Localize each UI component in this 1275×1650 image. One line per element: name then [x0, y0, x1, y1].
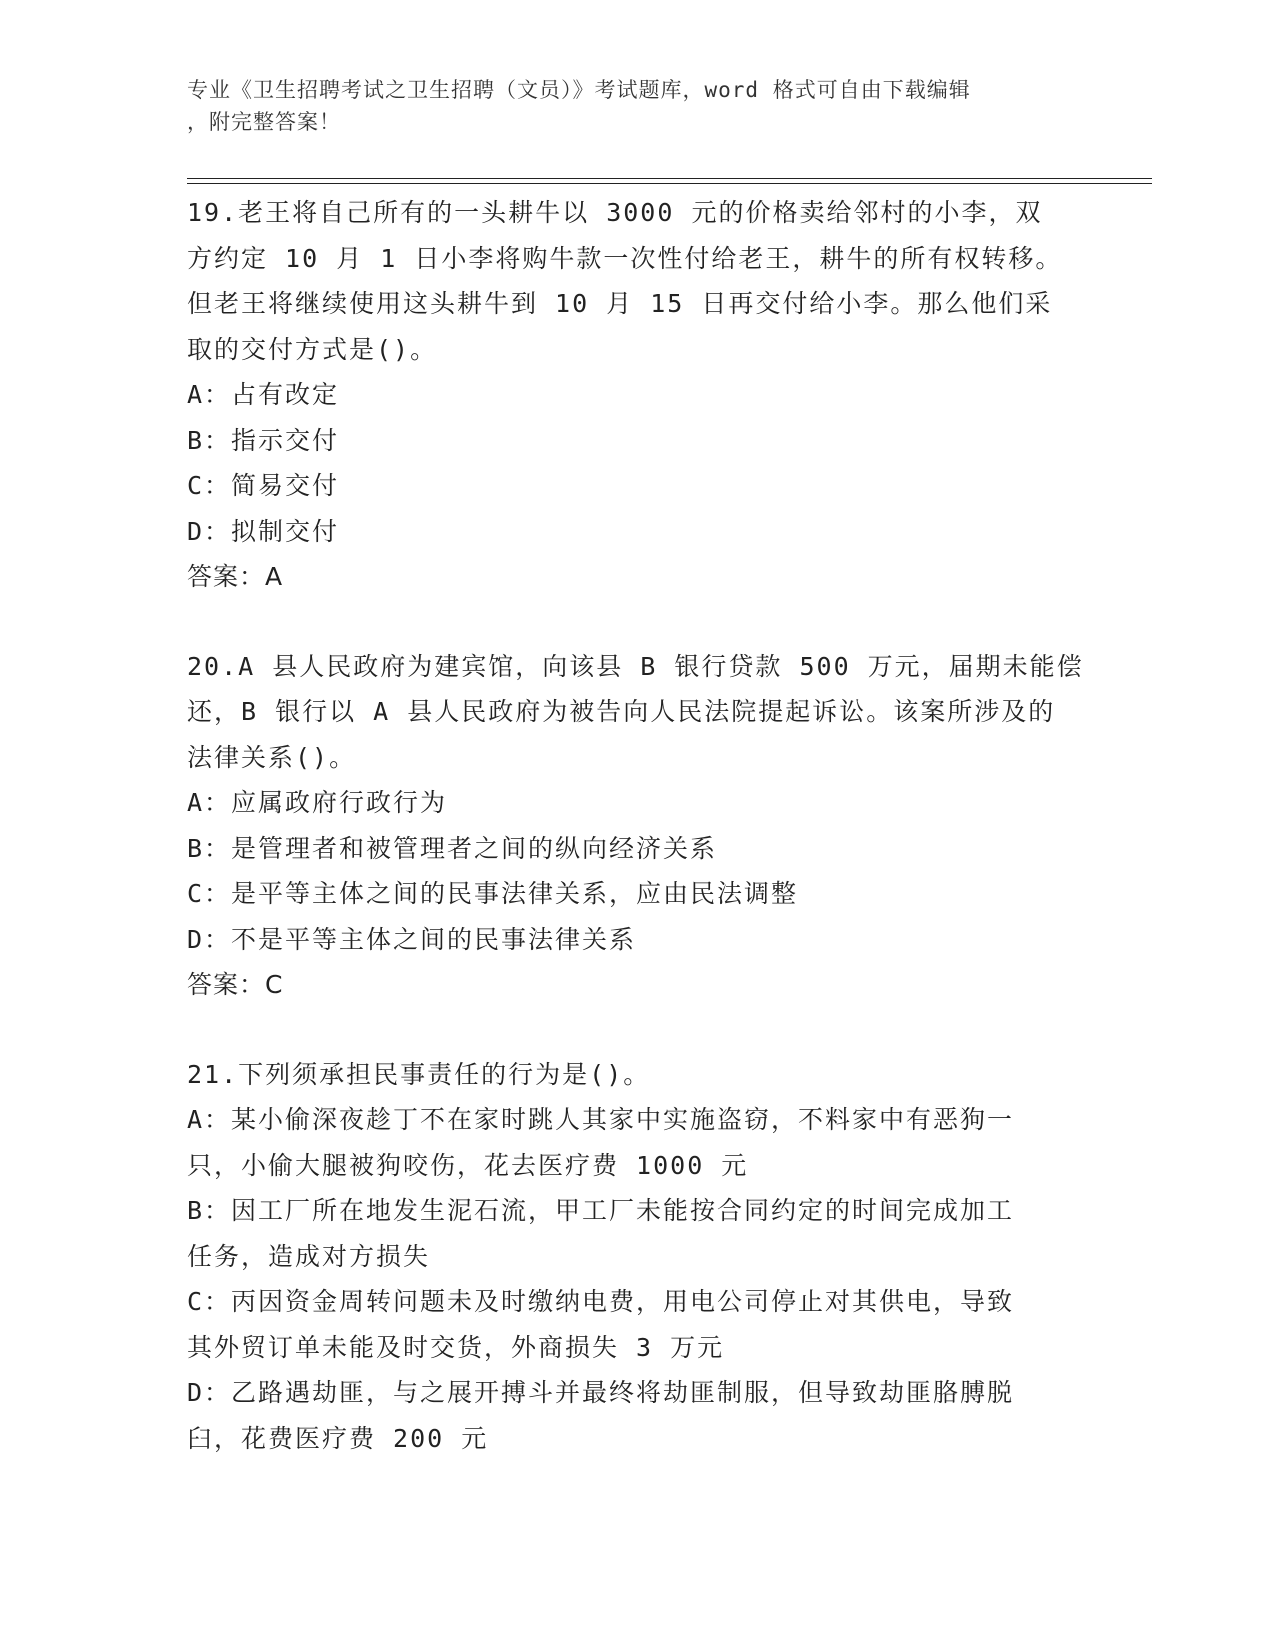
- answer-label: 答案：A: [187, 562, 284, 591]
- question-20: [187, 644, 1087, 1008]
- question-text-line: 但老王将继续使用这头耕牛到 10 月 15 日再交付给小李。那么他们采: [187, 289, 1053, 318]
- question-text-line: 取的交付方式是()。: [187, 334, 438, 364]
- option-a: A：某小偷深夜趁丁不在家时跳人其家中实施盗窃，不料家中有恶狗一: [187, 1105, 1015, 1134]
- option-d: D：不是平等主体之间的民事法律关系: [187, 924, 637, 954]
- header-divider-top: [187, 178, 1152, 179]
- header-line-2: ，附完整答案！: [187, 110, 341, 134]
- question-list: [187, 190, 1087, 1505]
- option-a-continued: 只，小偷大腿被狗咬伤，花去医疗费 1000 元: [187, 1150, 749, 1180]
- option-b: B：因工厂所在地发生泥石流，甲工厂未能按合同约定的时间完成加工: [187, 1196, 1015, 1225]
- question-text-line: 20.A 县人民政府为建宾馆，向该县 B 银行贷款 500 万元，届期未能偿: [187, 651, 1084, 681]
- document-header: [187, 74, 1087, 138]
- header-line-1: 专业《卫生招聘考试之卫生招聘（文员）》考试题库，word 格式可自由下载编辑: [187, 78, 971, 102]
- question-text-line: 法律关系()。: [187, 742, 357, 772]
- option-a: A：应属政府行政行为: [187, 788, 448, 817]
- option-d: D：乙路遇劫匪，与之展开搏斗并最终将劫匪制服，但导致劫匪胳膊脱: [187, 1378, 1015, 1407]
- option-d: D：拟制交付: [187, 516, 340, 546]
- option-d-continued: 臼，花费医疗费 200 元: [187, 1423, 489, 1453]
- option-b: B：是管理者和被管理者之间的纵向经济关系: [187, 833, 718, 863]
- question-text-line: 21.下列须承担民事责任的行为是()。: [187, 1059, 651, 1089]
- option-c: C：丙因资金周转问题未及时缴纳电费，用电公司停止对其供电，导致: [187, 1287, 1015, 1316]
- answer-label: 答案：C: [187, 970, 284, 999]
- question-text-line: 方约定 10 月 1 日小李将购牛款一次性付给老王，耕牛的所有权转移。: [187, 243, 1063, 273]
- question-21: [187, 1052, 1087, 1462]
- header-divider-bottom: [187, 183, 1152, 184]
- option-c: C：是平等主体之间的民事法律关系，应由民法调整: [187, 879, 799, 908]
- option-b-continued: 任务，造成对方损失: [187, 1241, 431, 1271]
- option-a: A：占有改定: [187, 380, 340, 409]
- question-text-line: 还，B 银行以 A 县人民政府为被告向人民法院提起诉讼。该案所涉及的: [187, 697, 1056, 726]
- option-c: C：简易交付: [187, 471, 340, 500]
- option-c-continued: 其外贸订单未能及时交货，外商损失 3 万元: [187, 1332, 725, 1362]
- option-b: B：指示交付: [187, 425, 340, 455]
- question-19: [187, 190, 1087, 600]
- question-text-line: 19.老王将自己所有的一头耕牛以 3000 元的价格卖给邻村的小李，双: [187, 198, 1043, 227]
